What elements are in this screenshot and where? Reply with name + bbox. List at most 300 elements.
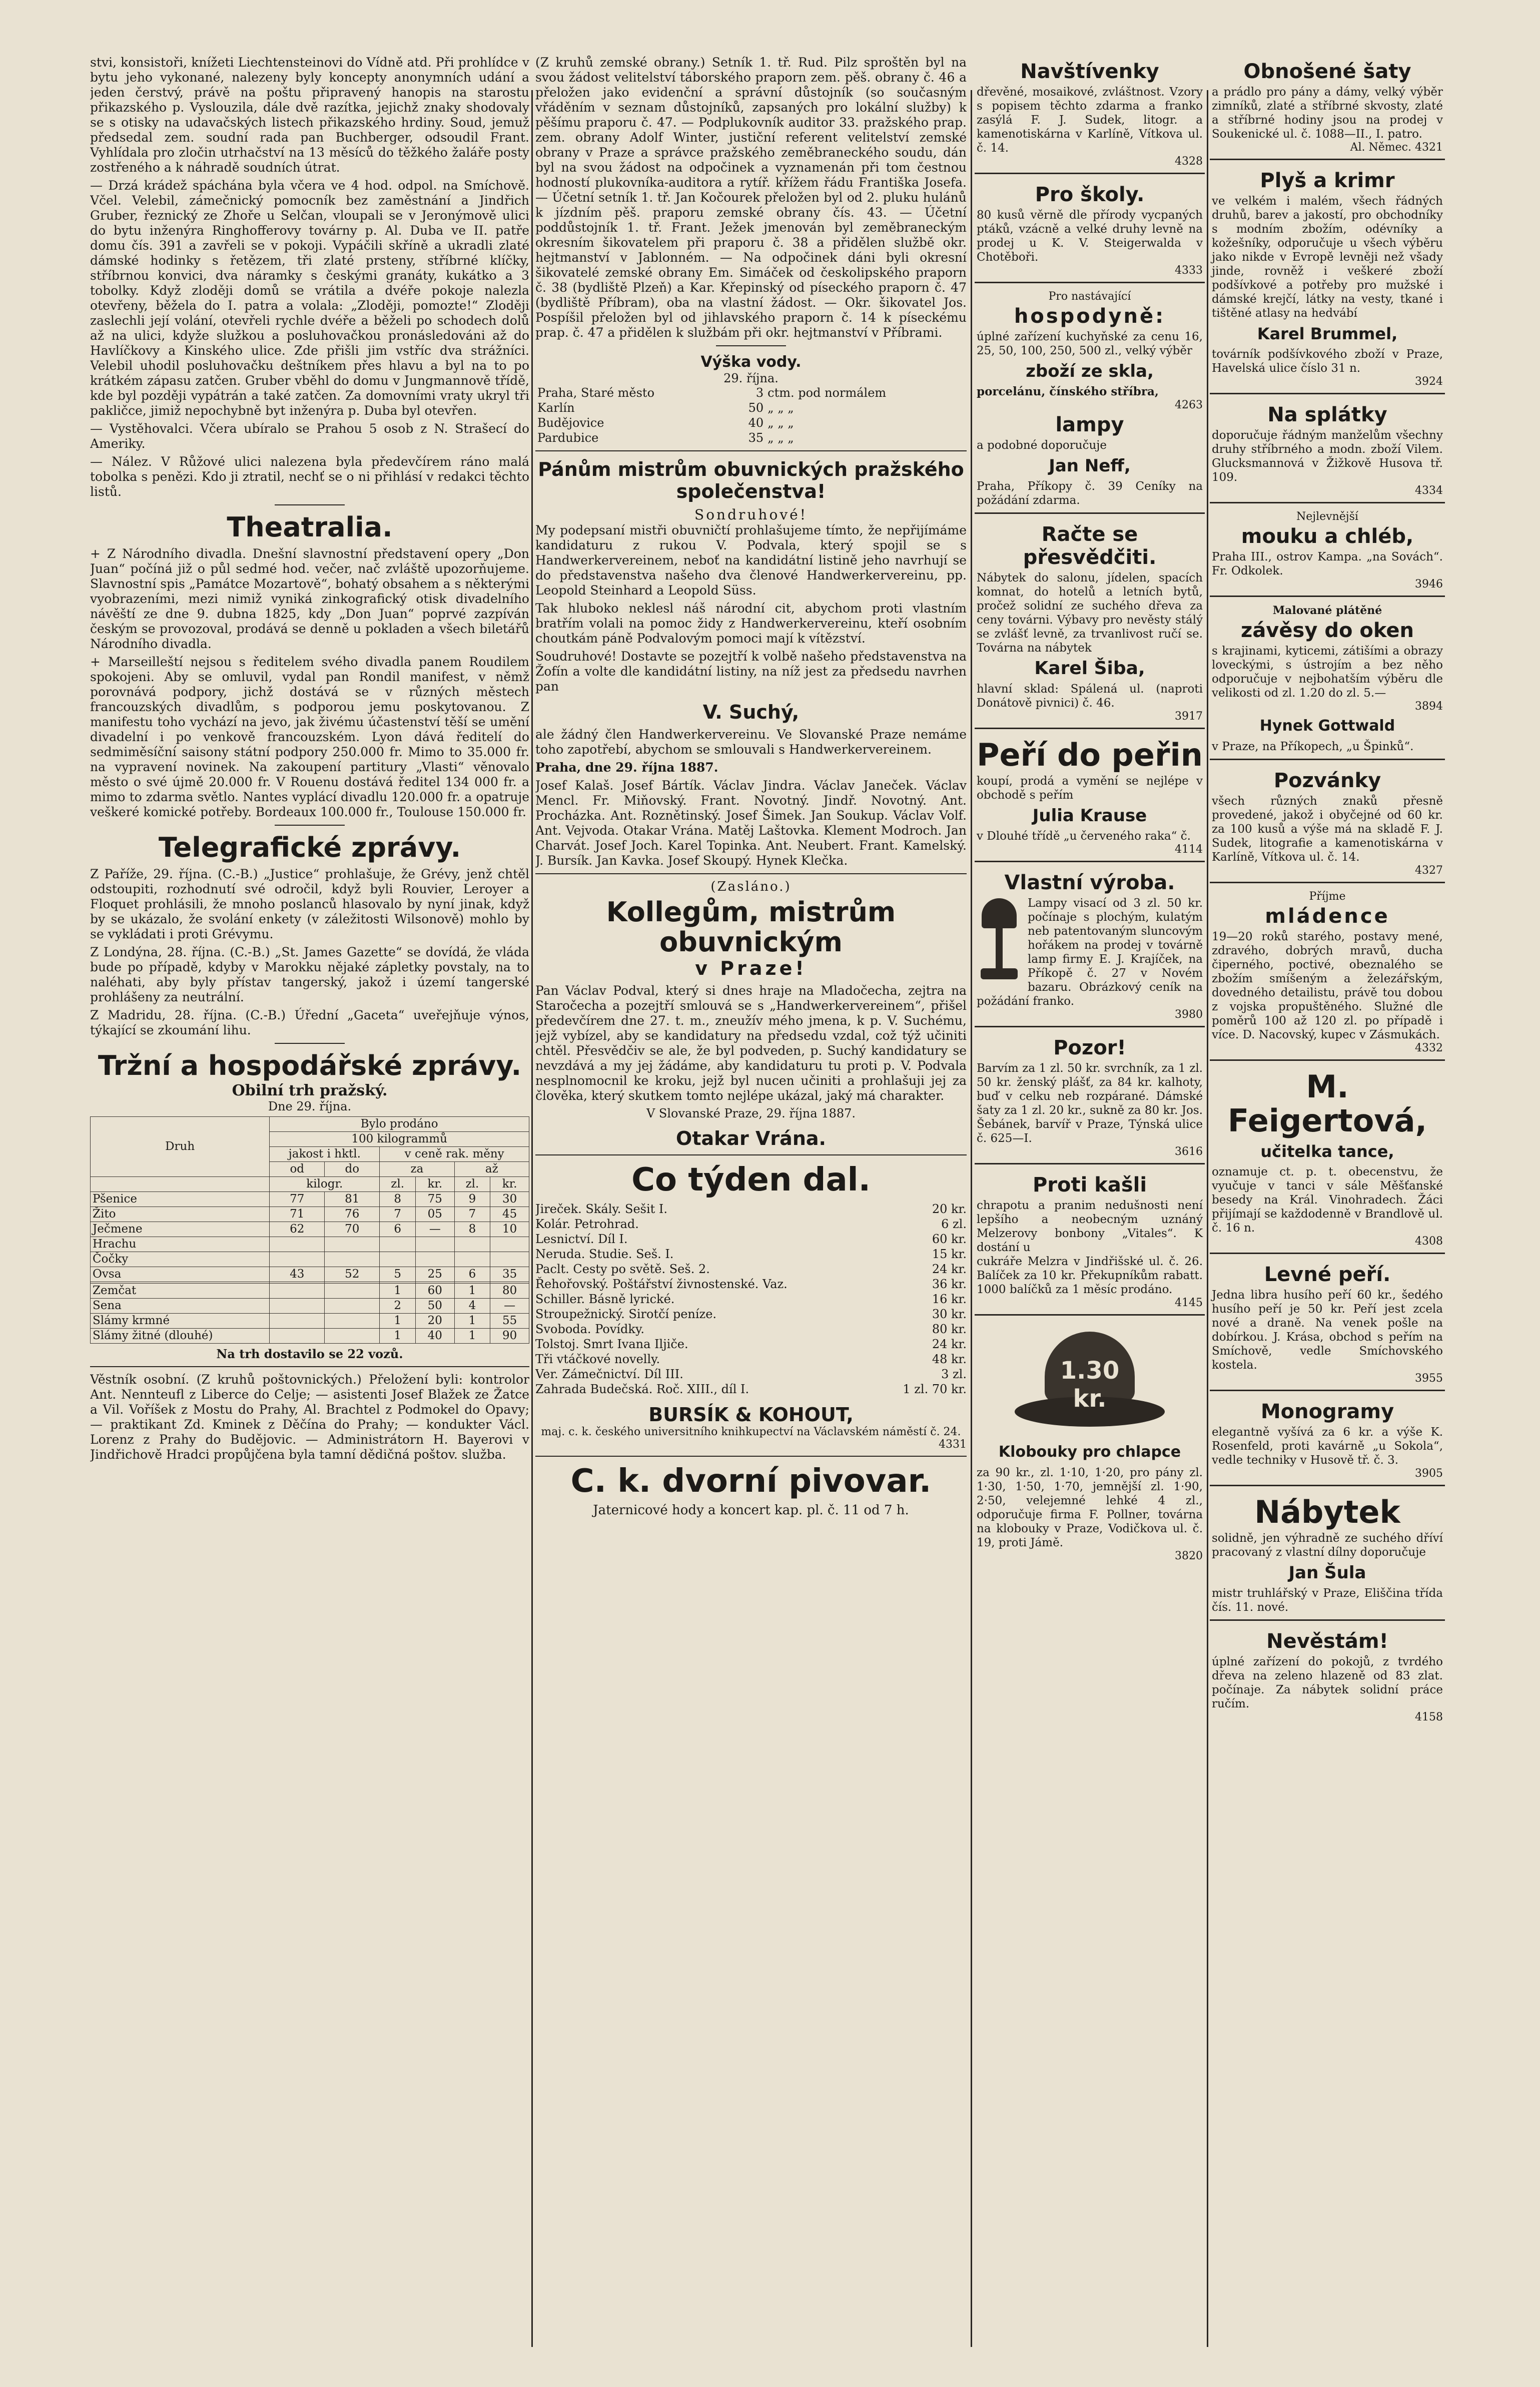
table-cell: 71 [270,1207,325,1222]
list-item [535,1277,967,1292]
otakar-signature: Otakar Vrána. [676,1127,826,1149]
list-item [535,1202,967,1217]
divider [535,1456,967,1457]
ad-heading: Klobouky pro chlapce [998,1443,1181,1461]
ad-text: s krajinami, kyticemi, zátišími a obrazy loveckými, s ústrojím a bez něho odporučuje v nejbohatším výběru dle velikosti od zl. 1.20 do zl. 5.— [1212,645,1443,700]
table-cell: 1 [454,1284,490,1299]
ad-heading: Pozor! [1053,1036,1126,1059]
ad-heading: Levné peří. [1264,1263,1391,1286]
news-nalez: — Nález. V Růžové ulici nalezena byla předevčírem ráno malá tobolka s penězi. Kdo ji ztratil, nechť se o ni přihlásí v redakci těchto listů. [90,454,529,499]
signatory-names: Josef Kalaš. Josef Bártík. Václav Jindra. Václav Janeček. Václav Mencl. Fr. Miňovský. Frant. Novotný. Jindř. Novotný. Ant. Procházka. Ant. Roznětinský. Josef Šimek. Jan Soukup. Václav Volf. Ant. Vejvoda. Otakar Vrána. Matěj Laštovka. Klement Modroch. Jan Charvát. Josef Joch. Karel Topinka. Ant. Neubert. Frant. Kamelský. J. Bursík. Jan Kavka. Josef Skoupý. Hynek Klečka. [535,778,967,868]
ad-text: oznamuje ct. p. t. obecenstvu, že vyučuje v tanci v sále Měšťanské besedy na Král. Vinohradech. Žáci přijímají se každodenně v Brandlově ul. č. 16 n. [1212,1165,1443,1235]
table-cell: 7 [454,1207,490,1222]
theatralia-paragraph-1: + Z Národního divadla. Dnešní slavnostní představení opery „Don Juan“ počíná již o půl sedmé hod. večer, nač zvláště upozorňujeme. Slavnostní spis „Památce Mozartově“, bohatý obsahem a s některými vyobrazeními, mezi nimiž vyniká zinkografický otisk divadelního návěští ze dne 9. dubna 1825, kdy „Don Juan“ poprvé zazpíván českým se provozoval, prodává se denně u pokladen a všech biletářů Národního divadla. [90,546,529,651]
table-cell: 8 [380,1192,416,1207]
ad-number: 4321 [1415,141,1443,154]
table-cell-label: Hrachu [91,1237,270,1252]
book-title: Stroupežnický. Sirotčí peníze. [535,1307,717,1321]
book-price: 36 kr. [932,1277,967,1291]
panum-paragraph-3: Soudruhové! Dostavte se pozejtří k volbě našeho představenstva na Žofín a volte dle kandidátní listiny, na níž jest za předsedu navrhen pan [535,649,967,694]
book-price: 30 kr. [932,1307,967,1321]
ad-number: 4327 [1415,864,1443,877]
list-item [535,1232,967,1247]
book-title: Lesnictví. Díl I. [535,1232,628,1246]
kolleg-subheading: v Praze! [695,957,807,979]
ad-racte [975,518,1205,729]
ad-heading: Račte se přesvědčiti. [1023,523,1157,569]
table-cell: 77 [270,1192,325,1207]
table-cell: 4 [454,1299,490,1314]
telegraf-heading: Telegrafické zprávy. [158,832,461,863]
ad-heading: Nevěstám! [1266,1630,1388,1653]
table-cell: 1 [454,1314,490,1329]
book-title: Řehořovský. Poštářství živnostenské. Vaz. [535,1277,788,1291]
ad-text: dřevěné, mosaikové, zvláštnost. Vzory s popisem těchto zdarma a franko zasýlá F. J. Sudek, litogr. a kamenotiskárna v Karlíně, Vítkova ul. č. 14. [977,86,1203,155]
table-row [91,1299,529,1314]
table-cell [270,1314,325,1329]
table-row [91,1207,529,1222]
ad-peri [975,733,1205,862]
book-title: Schiller. Básně lyrické. [535,1292,675,1306]
ad-obnosene-saty [1210,55,1445,160]
ad-number: 3980 [1175,1008,1203,1021]
news-paragraph: stvi, konsistoři, knížeti Liechtensteinovi do Vídně atd. Při prohlídce v bytu jeho vykonané, nalezeny byly koncepty anonymních udání a jeden čerstvý, právě na poštu připravený hanopis na starostu přikazského p. Vyslouzila, dále dvě razítka, jejichž znaky shodovaly se s otisky na udavačských listech přikazského hrdiny. Soud, jemuž předsedal zem. soudní rada pan Buchberger, odsoudil Frant. Vyhlídala pro zločin utrhačství na 13 měsíců do těžkého žaláře posty zostřeného a k náhradě soudních útrat. [90,55,529,175]
ad-heading: závěsy do oken [1241,619,1414,642]
ad-text: továrník podšívkového zboží v Praze, Havelská ulice číslo 31 n. [1212,348,1443,375]
ad-text: cukráře Melzra v Jindřišské ul. č. 26. Balíček za 10 kr. Překupníkům rabatt. 1000 balíčků za 1 měsíc prodáno. [977,1255,1203,1296]
table-row [91,1314,529,1329]
tyden-heading: Co týden dal. [631,1161,871,1199]
vestnik-paragraph: Věstník osobní. (Z kruhů poštovnických.) Přeložení byli: kontrolor Ant. Nennteufl z Liberce do Celje; — asistenti Josef Blažek ze Žatce a Vil. Voříšek z Mostu do Prahy, Al. Brachtel z Podmokel do Opavy; — praktikant Zd. Kminek z Děčína do Prahy; — kondukter Václ. Lorenz z Prahy do Budějovic. — Administrátorn H. Bayerovi v Jindřichově Hradci propůjčena byla tamní dědičná poštov. služba. [90,1372,529,1462]
ad-text: Jedna libra husího peří 60 kr., šedého husího peří je 50 kr. Peří jest zcela nové a draně. Na venek pošle na dobírkou. J. Krása, obchod s peřím na Smíchově, vedle Smíchovského kostela. [1212,1289,1443,1372]
col-header-za: za [380,1162,454,1177]
ad-nabytek [1210,1490,1445,1621]
trzni-date: Dne 29. října. [268,1099,352,1113]
ad-number: 4158 [1415,1711,1443,1723]
table-cell: „ „ „ [767,401,794,415]
ad-navstivenky [975,55,1205,174]
news-vystehovalci: — Vystěhovalci. Včera ubíralo se Prahou 5 osob z N. Strašecí do Ameriky. [90,421,529,451]
book-title: Paclt. Cesty po světě. Seš. 2. [535,1262,710,1276]
panum-paragraph-2: Tak hluboko neklesl náš národní cit, abychom proti vlastním bratřím volali na pomoc židy z Handwerkervereinu, kteří osobním choutkám páně Podvalovým pomoci mají k vítězství. [535,601,967,646]
ad-monogramy [1210,1395,1445,1486]
ad-number: 4334 [1415,484,1443,497]
col-header-sold: Bylo prodáno [270,1117,529,1132]
ad-number: 4145 [1175,1297,1203,1309]
divider [275,1043,345,1044]
list-item [535,1352,967,1367]
table-row [91,1267,529,1282]
ad-text: koupí, prodá a vymění se nejlépe v obchodě s peřím [977,775,1203,802]
ad-nevestam [1210,1625,1445,1728]
table-cell [380,1252,416,1267]
ad-text: všech různých znaků přesně provedené, jakož i obyčejné od 60 kr. za 100 kusů a výše má na skladě F. J. Sudek, litografie a kamenotiskárna v Karlíně, Vítkova ul. č. 14. [1212,795,1443,864]
theatralia-paragraph-2: + Marseilleští nejsou s ředitelem svého divadla panem Roudilem spokojeni. Aby se omluvil, vydal pan Rondil manifest, v němž porovnává podpory, jichž dostává se v různých městech francouzských divadlům, s podporou jemu poskytovanou. Z manifestu toho vychází na jevo, jak živému účastenství těší se umění divadelní i po venkově francouzském. Lyon dává ředitelí do sedmiměsíční saisony státní podpory 250.000 fr. Mimo to 35.000 fr. na vypravení novinek. Na zakoupení partitury „Vlasti“ věnovalo město o své újmě 20.000 fr. V Rouenu dostává ředitel 134 000 fr. a mimo to zdarma světlo. Nantes vyplácí divadlu 120.000 fr. a opatruje veškeré komické potřeby. Bordeaux 100.000 fr., Toulouse 150.000 fr. [90,655,529,819]
ad-number: 3905 [1415,1467,1443,1480]
table-row [535,415,967,430]
table-cell: 76 [325,1207,380,1222]
table-cell [454,1237,490,1252]
book-price: 16 kr. [932,1292,967,1306]
book-price: 1 zl. 70 kr. [903,1382,967,1396]
ad-heading: Na splátky [1267,403,1387,426]
ad-number: 4332 [1415,1042,1443,1054]
table-cell: 50 [748,401,764,415]
sondruhove: Sondruhové! [694,506,808,523]
table-cell-label: Ječmene [91,1222,270,1237]
column-1 [90,55,529,2367]
table-cell [325,1314,380,1329]
table-cell: Karlín [537,401,575,415]
ad-signature-line [1212,141,1443,154]
grain-market-table [90,1116,529,1344]
book-title: Neruda. Studie. Seš. I. [535,1247,674,1261]
table-cell: — [416,1222,455,1237]
table-cell: — [490,1299,529,1314]
col-header-druh: Druh [91,1117,270,1177]
ad-mladence [1210,887,1445,1061]
ad-text: v Dlouhé třídě „u červeného raka“ č. [977,830,1191,843]
trzni-footer: Na trh dostavilo se 22 vozů. [216,1347,403,1361]
ad-signature: Al. Němec. [1350,141,1411,154]
col-header-cena: v ceně rak. měny [380,1147,529,1162]
column-4 [1210,55,1445,2367]
table-cell-label: Čočky [91,1252,270,1267]
table-cell: 80 [490,1284,529,1299]
table-cell: Pardubice [537,431,599,445]
table-cell: 50 [416,1299,455,1314]
ad-heading: mouku a chléb, [1241,525,1414,548]
table-cell: 90 [490,1329,529,1344]
panum-heading: Pánům mistrům obuvnických pražského společenstva! [538,458,964,502]
ad-subheading: Julia Krause [1032,806,1147,826]
ad-zavesy [1210,601,1445,760]
col-header-kg: kilogr. [270,1177,380,1192]
table-cell-label: Zemčat [91,1284,270,1299]
book-price: 15 kr. [932,1247,967,1261]
book-title: Svoboda. Povídky. [535,1322,644,1336]
ad-preheading: Malované plátěné [1272,604,1382,617]
table-cell [325,1284,380,1299]
ad-text: Nábytek do salonu, jídelen, spacích komnat, do hotelů a letních bytů, pročež solidní ze suchého dřeva za ceny továrni. Výbavy pro nevěsty stálý se zvlášť levně, za trvanlivost ručí se. Továrna na nábytek [977,571,1203,655]
book-title: Ver. Zámečnictví. Díl III. [535,1367,683,1381]
col-header-100kg: 100 kilogrammů [270,1132,529,1147]
ad-text: elegantně vyšívá za 6 kr. a výše K. Rosenfeld, proti kavárně „u Sokola“, vedle techniky v Husově tř. č. 3. [1212,1426,1443,1467]
list-item [535,1382,967,1397]
table-cell [325,1237,380,1252]
table-row [91,1237,529,1252]
table-cell: 1 [380,1314,416,1329]
book-price: 80 kr. [932,1322,967,1336]
ad-text: hlavní sklad: Spálená ul. (naproti Donátově pivnici) č. 46. [977,683,1203,710]
vysky-heading: Výška vody. [700,353,802,371]
ad-number: 3616 [1175,1145,1203,1158]
ad-vlastni-vyroba [975,866,1205,1027]
kolleg-paragraph: Pan Václav Podval, který si dnes hraje na Mladočecha, zejtra na Staročecha a pozejtří smlouvá se s „Handwerkervereinem“, přišel předevčírem dne 27. t. m., zneužív mého jmena, k p. V. Suchému, jejž vybízel, aby se kandidatury na předsedu vzdal, což týž učiniti chtěl. Přesvědčiv se ale, že byl podveden, p. Suchý kandidatury se nevzdává a my jej žádáme, aby kandidaturu tu proti p. V. Podvala nesplnomocnil ke kroku, jejž byl nucen učiniti a prohlašuji jej za člověka, který skutkem tomto nejlépe ukázal, jaký má charakter. [535,983,967,1103]
table-cell: „ „ „ [767,431,794,445]
table-cell [490,1237,529,1252]
pivovar-heading: C. k. dvorní pivovar. [570,1463,932,1500]
hat-price-label: 1.30 kr. [1060,1357,1120,1413]
book-price: 24 kr. [932,1262,967,1276]
table-cell: 2 [380,1299,416,1314]
table-cell: 1 [454,1329,490,1344]
ad-text: solidně, jen výhradně ze suchého dříví pracovaný z vlastní dílny doporučuje [1212,1532,1443,1559]
ad-heading: Vlastní výroba. [1004,871,1175,894]
table-row [91,1329,529,1344]
ad-feigertova [1210,1065,1445,1254]
telegraf-paragraph-2: Z Londýna, 28. října. (C.-B.) „St. James Gazette“ se dovídá, že vláda bude po případě, kdyby v Marokku nějaké zápletky povstaly, na to naléhati, aby byly přístav tangerský, jakož i území tangerské prohlášeny za neutrální. [90,945,529,1004]
telegraf-paragraph-1: Z Paříže, 29. října. (C.-B.) „Justice“ prohlašuje, že Grévy, jenž chtěl odstoupiti, rozhodnutí své odročil, když byli Rouvier, Leroyer a Floquet prohlásili, že mnoho poslanců hlasovalo by nyní jinak, když by se ukázalo, že svolání enkety (v záležitosti Wilsonově) mohlo by se vykládati i proti Grévymu. [90,867,529,941]
table-row [535,430,967,445]
table-cell: ctm. pod normálem [767,386,887,400]
ad-heading: Monogramy [1260,1400,1394,1423]
table-cell: 10 [490,1222,529,1237]
water-level-table [535,385,967,445]
ad-proti-kasli [975,1168,1205,1316]
ad-subheading: Karel Šiba, [1034,658,1145,679]
table-cell [325,1329,380,1344]
col-header-zl2: zl. [454,1177,490,1192]
ad-number: 3955 [1415,1372,1443,1385]
panum-paragraph-1: My podepsaní mistři obuvničtí prohlašujeme tímto, že nepřijímáme kandidaturu z rukou V. Podvala, který spojil se s Handwerkervereinem, neboť na kandidátní listině jeho navrhují se do představenstva našeho dva členové Handwerkervereinu, pp. Leopold Steinhard a Leopold Süss. [535,523,967,598]
col-header-od: od [270,1162,325,1177]
table-cell: 75 [416,1192,455,1207]
bursik-subheading: maj. c. k. českého universitního knihkupectví na Václavském náměstí č. 24. [541,1426,961,1438]
table-cell-label: Slámy krmné [91,1314,270,1329]
ad-number: 4114 [1175,843,1203,856]
table-cell [270,1284,325,1299]
table-cell [416,1237,455,1252]
list-item [535,1292,967,1307]
table-cell [270,1252,325,1267]
table-cell: 81 [325,1192,380,1207]
col-header-do: do [325,1162,380,1177]
table-cell: 35 [490,1267,529,1282]
ad-number: 3946 [1415,578,1443,590]
ad-number: 4308 [1415,1235,1443,1248]
book-title: Zahrada Budečská. Roč. XIII., díl I. [535,1382,749,1396]
ad-text: Praha, Příkopy č. 39 Ceníky na požádání zdarma. [977,480,1203,507]
col-header-az: až [454,1162,529,1177]
column-2 [535,55,967,2367]
ad-text: porcelánu, čínského stříbra, [977,385,1159,398]
book-price: 24 kr. [932,1337,967,1351]
list-item [535,1337,967,1352]
ad-splatky [1210,398,1445,503]
kolleg-heading: Kollegům, mistrům obuvnickým [606,896,896,958]
list-item [535,1307,967,1322]
table-cell-label: Slámy žitné (dlouhé) [91,1329,270,1344]
table-cell: 1 [380,1284,416,1299]
table-row [535,385,967,400]
ad-subheading: Jan Neff, [1049,456,1131,476]
book-price: 60 kr. [932,1232,967,1246]
list-item [535,1262,967,1277]
ad-heading: Pozvánky [1273,769,1381,792]
table-cell [325,1252,380,1267]
table-cell: 30 [490,1192,529,1207]
ad-number: 4328 [1175,155,1203,168]
ad-text: úplné zařízení kuchyňské za cenu 16, 25, 50, 100, 250, 500 zl., velký výběr [977,330,1203,357]
list-item [535,1217,967,1232]
list-item [535,1247,967,1262]
col-header-blank [91,1177,270,1192]
table-cell: 40 [416,1329,455,1344]
book-price-list [535,1202,967,1397]
ad-number: 3917 [1175,710,1203,723]
pivovar-subheading: Jaternicové hody a koncert kap. pl. č. 11 od 7 h. [593,1503,909,1518]
ad-klobouky [975,1320,1205,1567]
book-price: 3 zl. [941,1367,967,1381]
table-row [91,1252,529,1267]
table-cell: Budějovice [537,416,604,430]
ad-subheading: Hynek Gottwald [1259,717,1395,735]
ad-text: úplné zařízení do pokojů, z tvrdého dřeva na zeleno hlazeně od 83 zlat. počínaje. Za nábytek solidní práce ručím. [1212,1655,1443,1710]
table-cell: 20 [416,1314,455,1329]
ad-heading: M. Feigertová, [1227,1068,1427,1139]
col-header-zl1: zl. [380,1177,416,1192]
panum-paragraph-4: ale žádný člen Handwerkervereinu. Ve Slovanské Praze nemáme toho zapotřebí, abychom se smlouvali s Handwerkervereinem. [535,727,967,757]
table-row [91,1222,529,1237]
ad-preheading: Pro nastávající [1048,290,1131,303]
table-cell: „ „ „ [767,416,794,430]
ad-heading: mládence [1265,905,1390,928]
column-divider [531,90,533,2347]
ad-number: 3894 [1415,700,1443,713]
ad-text: mistr truhlářský v Praze, Eliščina třída čís. 11. nové. [1212,1587,1443,1614]
trzni-subheading: Obilní trh pražský. [232,1082,388,1099]
table-cell [454,1252,490,1267]
ad-number: 4333 [1175,264,1203,277]
table-cell [270,1329,325,1344]
ad-mouka [1210,507,1445,597]
ad-text: a podobné doporučuje [977,439,1107,452]
table-row [91,1192,529,1207]
divider [716,345,786,346]
col-header-kr1: kr. [416,1177,455,1192]
book-title: Tolstoj. Smrt Ivana Iljiče. [535,1337,688,1351]
ad-heading: Plyš a krimr [1260,169,1395,192]
ad-heading: Obnošené šaty [1243,60,1411,83]
ad-number: 3924 [1415,375,1443,388]
ad-levne-peri [1210,1258,1445,1391]
ad-text: chrapotu a pranim nedušnosti není lepšího a neobecným uznáný Melzerovy bonbony „Vitales“. K dostání u [977,1199,1203,1254]
ad-number: 4263 [1175,399,1203,411]
table-cell: 5 [380,1267,416,1282]
col-header-jakost: jakost i hktl. [270,1147,380,1162]
obrany-paragraph: (Z kruhů zemské obrany.) Setník 1. tř. Rud. Pilz sproštěn byl na svou žádost velitelství táborského praporn zem. pěš. obrany č. 46 a přeložen jako evidenční a správní důstojník (so současným vřáděním v seznam důstojníků, zapsaných pro lokální služby) k pěšímu praporu č. 47. — Podplukovník auditor 33. pražského prap. zem. obrany Adolf Winter, justiční referent velitelství zemské obrany v Praze a správce pražského zeměbraneckého soudu, dán byl na svou žádost na odpočinek a vyznamenán při tom čestnou hodností plukovníka-auditora a rytíř. křížem řádu Františka Josefa. — Účetní setník 1. tř. Jan Kočourek přeložen byl od 2. pluku hulánů k jízdním pěš. praporu zemské obrany čís. 43. — Účetní poddůstojník 1. tř. Frant. Ježek jmenován byl zeměbraneckým okresním šikovatelem při praporu č. 38 a přidělen službě okr. hejtmanství v Jablonném. — Na odpočinek dáni byli okresní šikovatelé zemské obrany Em. Simáček od českolipského praporn č. 38 (bydliště Plzeň) a Kar. Křepinský od píseckého praporn č. 47 (bydliště Příbram), oba na vlastní žádost. — Okr. šikovatel Jos. Pospíšil přeložen byl od jihlavského praporn č. 14 k píseckému prap. č. 47 a přidělen k službám při okr. hejtmanství v Příbrami. [535,55,967,340]
ad-subheading: učitelka tance, [1260,1142,1394,1161]
ad-subheading: Karel Brummel, [1257,324,1398,343]
ad-pozor [975,1031,1205,1164]
table-cell: 52 [325,1267,380,1282]
ad-text: a prádlo pro pány a dámy, velký výběr zimníků, zlaté a stříbrné skvosty, zlaté a stříbrné hodiny jsou na prodej v Soukenické ul. č. 1088—II., I. patro. [1212,86,1443,141]
table-cell: 45 [490,1207,529,1222]
book-price: 48 kr. [932,1352,967,1366]
ad-heading: Navštívenky [1020,60,1159,83]
table-cell: 8 [454,1222,490,1237]
table-cell [270,1299,325,1314]
table-cell-label: Ovsa [91,1267,270,1282]
table-cell-label: Žito [91,1207,270,1222]
ad-pro-skoly [975,178,1205,283]
col-header-kr2: kr. [490,1177,529,1192]
divider [535,450,967,451]
table-cell: 3 [755,386,764,400]
trzni-heading: Tržní a hospodářské zprávy. [98,1050,522,1081]
table-cell: 35 [748,431,764,445]
ad-text: za 90 kr., zl. 1·10, 1·20, pro pány zl. 1·30, 1·50, 1·70, jemnější zl. 1·90, 2·50, velejemné lehké 4 zl., odporučuje firma F. Pollner, továrna na klobouky v Praze, Vodičkova ul. č. 19, proti Jámě. [977,1466,1203,1549]
water-level-rows [535,385,967,445]
book-title: Kolár. Petrohrad. [535,1217,639,1231]
ad-preheading: Příjme [1309,890,1346,903]
ad-heading: Nábytek [1254,1494,1400,1530]
praha-date: Praha, dne 29. října 1887. [535,760,718,775]
news-kradez: — Drzá krádež spáchána byla včera ve 4 hod. odpol. na Smíchově. Včel. Velebil, zámečnický pomocník bez zaměstnání a Jindřich Gruber, řeznický ze Zhoře u Selčan, vloupali se v Jeronýmově ulici do bytu inženýra Ringhofferovy továrny p. Al. Duba ve II. patře domu čís. 391 a zavřeli se v pokoji. Vypáčili skříně a ukradli zlaté dámské hodinky s řetězem, tři zlaté prsteny, stříbrné klíčky, stříbrnou konvici, dva náramky s českými granáty, kukátko a 3 tobolky. Když zloději domů se vrátila a dvéře pokoje nalezla otevřeny, běžela do I. patra a volala: „Zloději, pomozte!“ Zloději zaslechli její volání, otevřeli rychle dvéře a běželi po schodech dolů až na ulici, kdyže služkou a posluhovačkou pronásledováni až do Havlíčkovy a Kinského ulice. Zde přišli jim vstříc dva strážníci. Velebil uhodil posluhovačku deštníkem přes hlavu a byl na to po krátkém zápasu zatčen. Gruber vběhl do domu v Jungmannově třídě, kde byl později vypátrán a také zatčen. Za domovními vraty ukryl tři pakličce, jimiž nepochybně byt inženýra p. Duba byl otevřen. [90,178,529,418]
table-cell [490,1252,529,1267]
ad-subheading: Jan Šula [1288,1563,1366,1583]
table-row [535,400,967,415]
table-cell [380,1237,416,1252]
table-cell [325,1299,380,1314]
ad-hospodyne [975,287,1205,514]
bursik-number: 4331 [939,1438,967,1451]
ad-heading: Pro školy. [1035,183,1145,206]
ad-heading: Proti kašli [1032,1173,1147,1197]
book-title: Jireček. Skály. Sešit I. [535,1202,668,1216]
vysky-date: 29. října. [723,371,779,385]
theatralia-heading: Theatralia. [227,511,393,543]
table-cell: 6 [454,1267,490,1282]
ad-pozvanky [1210,764,1445,883]
ad-text: doporučuje řádným manželům všechny druhy stříbrného a modn. zboží Vilem. Glucksmannová v Žižkově Husova tř. 109. [1212,429,1443,484]
ad-subheading: lampy [1055,413,1124,436]
table-cell: 60 [416,1284,455,1299]
suchy-name: V. Suchý, [702,701,800,723]
column-3 [975,55,1205,2367]
table-cell [270,1237,325,1252]
divider [275,504,345,505]
ad-preheading: Nejlevnější [1296,510,1358,523]
table-cell: 43 [270,1267,325,1282]
table-cell: 1 [380,1329,416,1344]
bursik-heading: BURSÍK & KOHOUT, [648,1404,854,1426]
grain-market-rows [91,1192,529,1344]
kolleg-date: V Slovanské Praze, 29. října 1887. [646,1106,856,1120]
ad-subheading: zboží ze skla, [1026,361,1154,381]
ad-text: 19—20 roků starého, postavy mené, zdravého, dobrých mravů, ducha čiperného, poctivé, obeznalého se zbožím smíšeným a železářským, dovedného detailistu, právě tou dobou z vojska propuštěného. Služné dle poměrů 100 až 120 zl. po případě i více. D. Nacovský, kupec v Zásmukách. [1212,930,1443,1041]
table-cell: 05 [416,1207,455,1222]
book-price: 6 zl. [941,1217,967,1231]
book-price: 20 kr. [932,1202,967,1216]
divider [275,825,345,826]
table-cell: 55 [490,1314,529,1329]
table-row [91,1284,529,1299]
telegraf-paragraph-3: Z Madridu, 28. října. (C.-B.) Úřední „Gaceta“ uveřejňuje výnos, týkající se zkoumání lihu. [90,1008,529,1037]
table-cell-label: Sena [91,1299,270,1314]
table-cell: 6 [380,1222,416,1237]
table-cell: 62 [270,1222,325,1237]
ad-text: ve velkém i malém, všech řádných druhů, barev a jakostí, pro obchodníky s modním zbožím, odévníky a kožešníky, odporučuje u všech výběru jako nikde v Evropě levněji než všady jinde, rovněž i veškeré zboží podšívkové a potřeby pro mužské i dámské krejčí, látky na vesty, tkané i tištěné atlasy na hedvábí [1212,195,1443,320]
ad-text: 80 kusů věrně dle přírody vycpaných ptáků, vzácně a velké druhy levně na prodej u K. V. Steigerwalda v Chotěboři. [977,209,1203,264]
ad-text: Lampy visací od 3 zl. 50 kr. počínaje s plochým, kulatým neb patentovaným sluncovým hořákem na prodej v továrně lamp firmy E. J. Krajíček, na Příkopě č. 27 v Novém bazaru. Obrázkový ceník na požádání franko. [977,897,1203,1008]
lamp-icon [977,898,1022,983]
book-title: Tři vtáčkové novelly. [535,1352,660,1366]
column-divider [971,90,972,2347]
list-item [535,1367,967,1382]
divider [90,1366,529,1367]
